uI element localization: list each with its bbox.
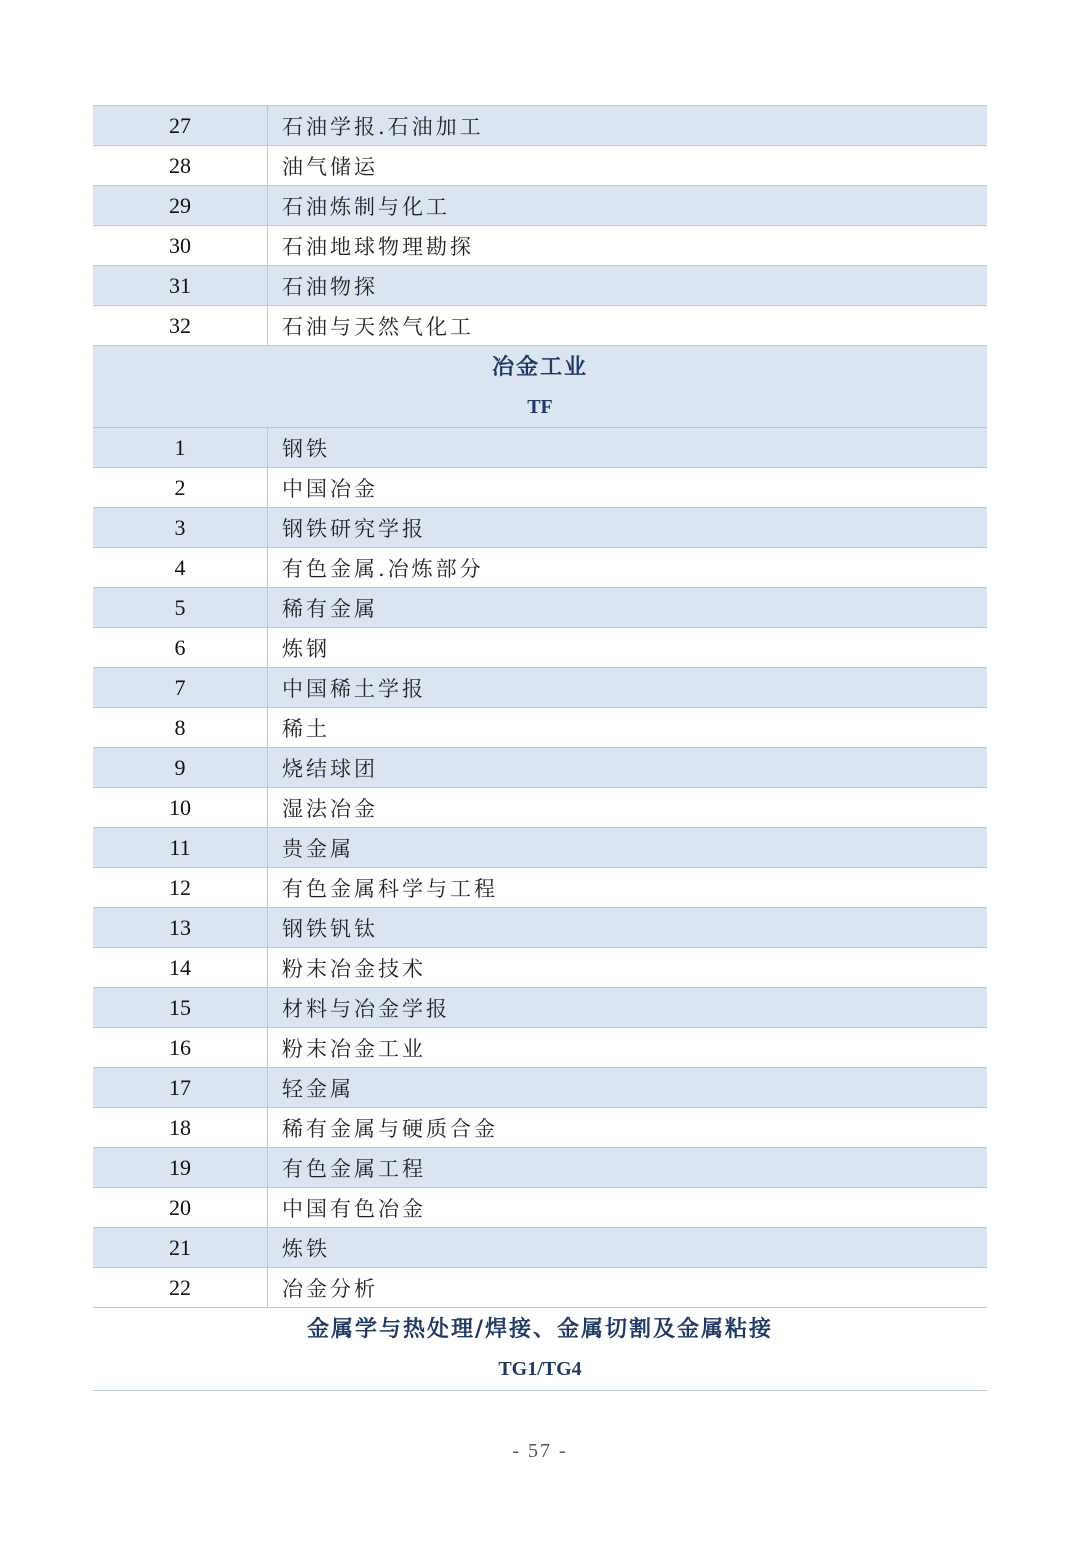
row-number: 18 bbox=[93, 1108, 268, 1147]
row-number: 20 bbox=[93, 1188, 268, 1227]
journal-title: 稀有金属 bbox=[282, 596, 378, 621]
table-row bbox=[93, 828, 987, 868]
row-number: 30 bbox=[93, 226, 268, 265]
petroleum-rows bbox=[93, 106, 987, 346]
journal-title: 钢铁研究学报 bbox=[282, 516, 426, 541]
table-row bbox=[93, 868, 987, 908]
journal-title: 石油与天然气化工 bbox=[282, 314, 474, 339]
journal-title: 石油炼制与化工 bbox=[282, 194, 450, 219]
journal-title: 粉末冶金技术 bbox=[282, 956, 426, 981]
page-number: - 57 - bbox=[512, 1440, 568, 1462]
table-row bbox=[93, 106, 987, 146]
section-title: 冶金工业 bbox=[491, 353, 588, 380]
row-number: 32 bbox=[93, 306, 268, 345]
section-header-metalwork bbox=[93, 1308, 987, 1391]
row-number: 17 bbox=[93, 1068, 268, 1107]
row-number: 21 bbox=[93, 1228, 268, 1267]
table-row bbox=[93, 1028, 987, 1068]
journal-title: 轻金属 bbox=[282, 1076, 354, 1101]
journal-title: 炼钢 bbox=[282, 636, 330, 661]
journal-title: 贵金属 bbox=[282, 836, 354, 861]
row-number: 4 bbox=[93, 548, 268, 587]
row-number: 29 bbox=[93, 186, 268, 225]
journal-title: 中国稀土学报 bbox=[282, 676, 426, 701]
journal-title: 冶金分析 bbox=[282, 1276, 378, 1301]
row-number: 2 bbox=[93, 468, 268, 507]
journal-title: 炼铁 bbox=[282, 1236, 330, 1261]
row-number: 6 bbox=[93, 628, 268, 667]
table-row bbox=[93, 948, 987, 988]
table-row bbox=[93, 908, 987, 948]
row-number: 5 bbox=[93, 588, 268, 627]
journal-title: 有色金属.冶炼部分 bbox=[282, 556, 484, 581]
section-code: TF bbox=[527, 395, 553, 418]
journal-title: 稀土 bbox=[282, 716, 330, 741]
journal-title: 中国冶金 bbox=[282, 476, 378, 501]
row-number: 13 bbox=[93, 908, 268, 947]
journal-title: 石油学报.石油加工 bbox=[282, 114, 484, 139]
table-row bbox=[93, 988, 987, 1028]
table-row bbox=[93, 588, 987, 628]
journal-title: 湿法冶金 bbox=[282, 796, 378, 821]
row-number: 10 bbox=[93, 788, 268, 827]
table-row bbox=[93, 628, 987, 668]
metallurgy-rows bbox=[93, 428, 987, 1308]
row-number: 7 bbox=[93, 668, 268, 707]
table-row bbox=[93, 306, 987, 346]
row-number: 19 bbox=[93, 1148, 268, 1187]
row-number: 22 bbox=[93, 1268, 268, 1307]
journal-title: 中国有色冶金 bbox=[282, 1196, 426, 1221]
journal-title: 有色金属工程 bbox=[282, 1156, 426, 1181]
row-number: 3 bbox=[93, 508, 268, 547]
table-row bbox=[93, 266, 987, 306]
table-row bbox=[93, 708, 987, 748]
table-row bbox=[93, 1268, 987, 1308]
table-row bbox=[93, 508, 987, 548]
table-row bbox=[93, 1148, 987, 1188]
table-row bbox=[93, 788, 987, 828]
row-number: 14 bbox=[93, 948, 268, 987]
row-number: 9 bbox=[93, 748, 268, 787]
table-row bbox=[93, 468, 987, 508]
journal-title: 烧结球团 bbox=[282, 756, 378, 781]
row-number: 11 bbox=[93, 828, 268, 867]
row-number: 16 bbox=[93, 1028, 268, 1067]
row-number: 12 bbox=[93, 868, 268, 907]
table-row bbox=[93, 1068, 987, 1108]
section-code: TG1/TG4 bbox=[498, 1358, 582, 1380]
row-number: 8 bbox=[93, 708, 268, 747]
journal-table bbox=[93, 105, 987, 1391]
journal-title: 石油物探 bbox=[282, 274, 378, 299]
table-row bbox=[93, 1108, 987, 1148]
journal-title: 粉末冶金工业 bbox=[282, 1036, 426, 1061]
row-number: 27 bbox=[93, 106, 268, 145]
journal-title: 钢铁 bbox=[282, 436, 330, 461]
journal-title: 材料与冶金学报 bbox=[282, 996, 450, 1021]
journal-title: 稀有金属与硬质合金 bbox=[282, 1116, 498, 1141]
table-row bbox=[93, 668, 987, 708]
row-number: 31 bbox=[93, 266, 268, 305]
table-row bbox=[93, 226, 987, 266]
table-row bbox=[93, 1228, 987, 1268]
table-row bbox=[93, 1188, 987, 1228]
journal-title: 油气储运 bbox=[282, 154, 378, 179]
row-number: 15 bbox=[93, 988, 268, 1027]
section-title: 金属学与热处理/焊接、金属切割及金属粘接 bbox=[306, 1316, 774, 1342]
section-header-metallurgy bbox=[93, 346, 987, 428]
table-row bbox=[93, 548, 987, 588]
journal-title: 有色金属科学与工程 bbox=[282, 876, 498, 901]
table-row bbox=[93, 748, 987, 788]
table-row bbox=[93, 146, 987, 186]
table-row bbox=[93, 186, 987, 226]
row-number: 1 bbox=[93, 428, 268, 467]
table-row bbox=[93, 428, 987, 468]
row-number: 28 bbox=[93, 146, 268, 185]
journal-title: 钢铁钒钛 bbox=[282, 916, 378, 941]
journal-title: 石油地球物理勘探 bbox=[282, 234, 474, 259]
